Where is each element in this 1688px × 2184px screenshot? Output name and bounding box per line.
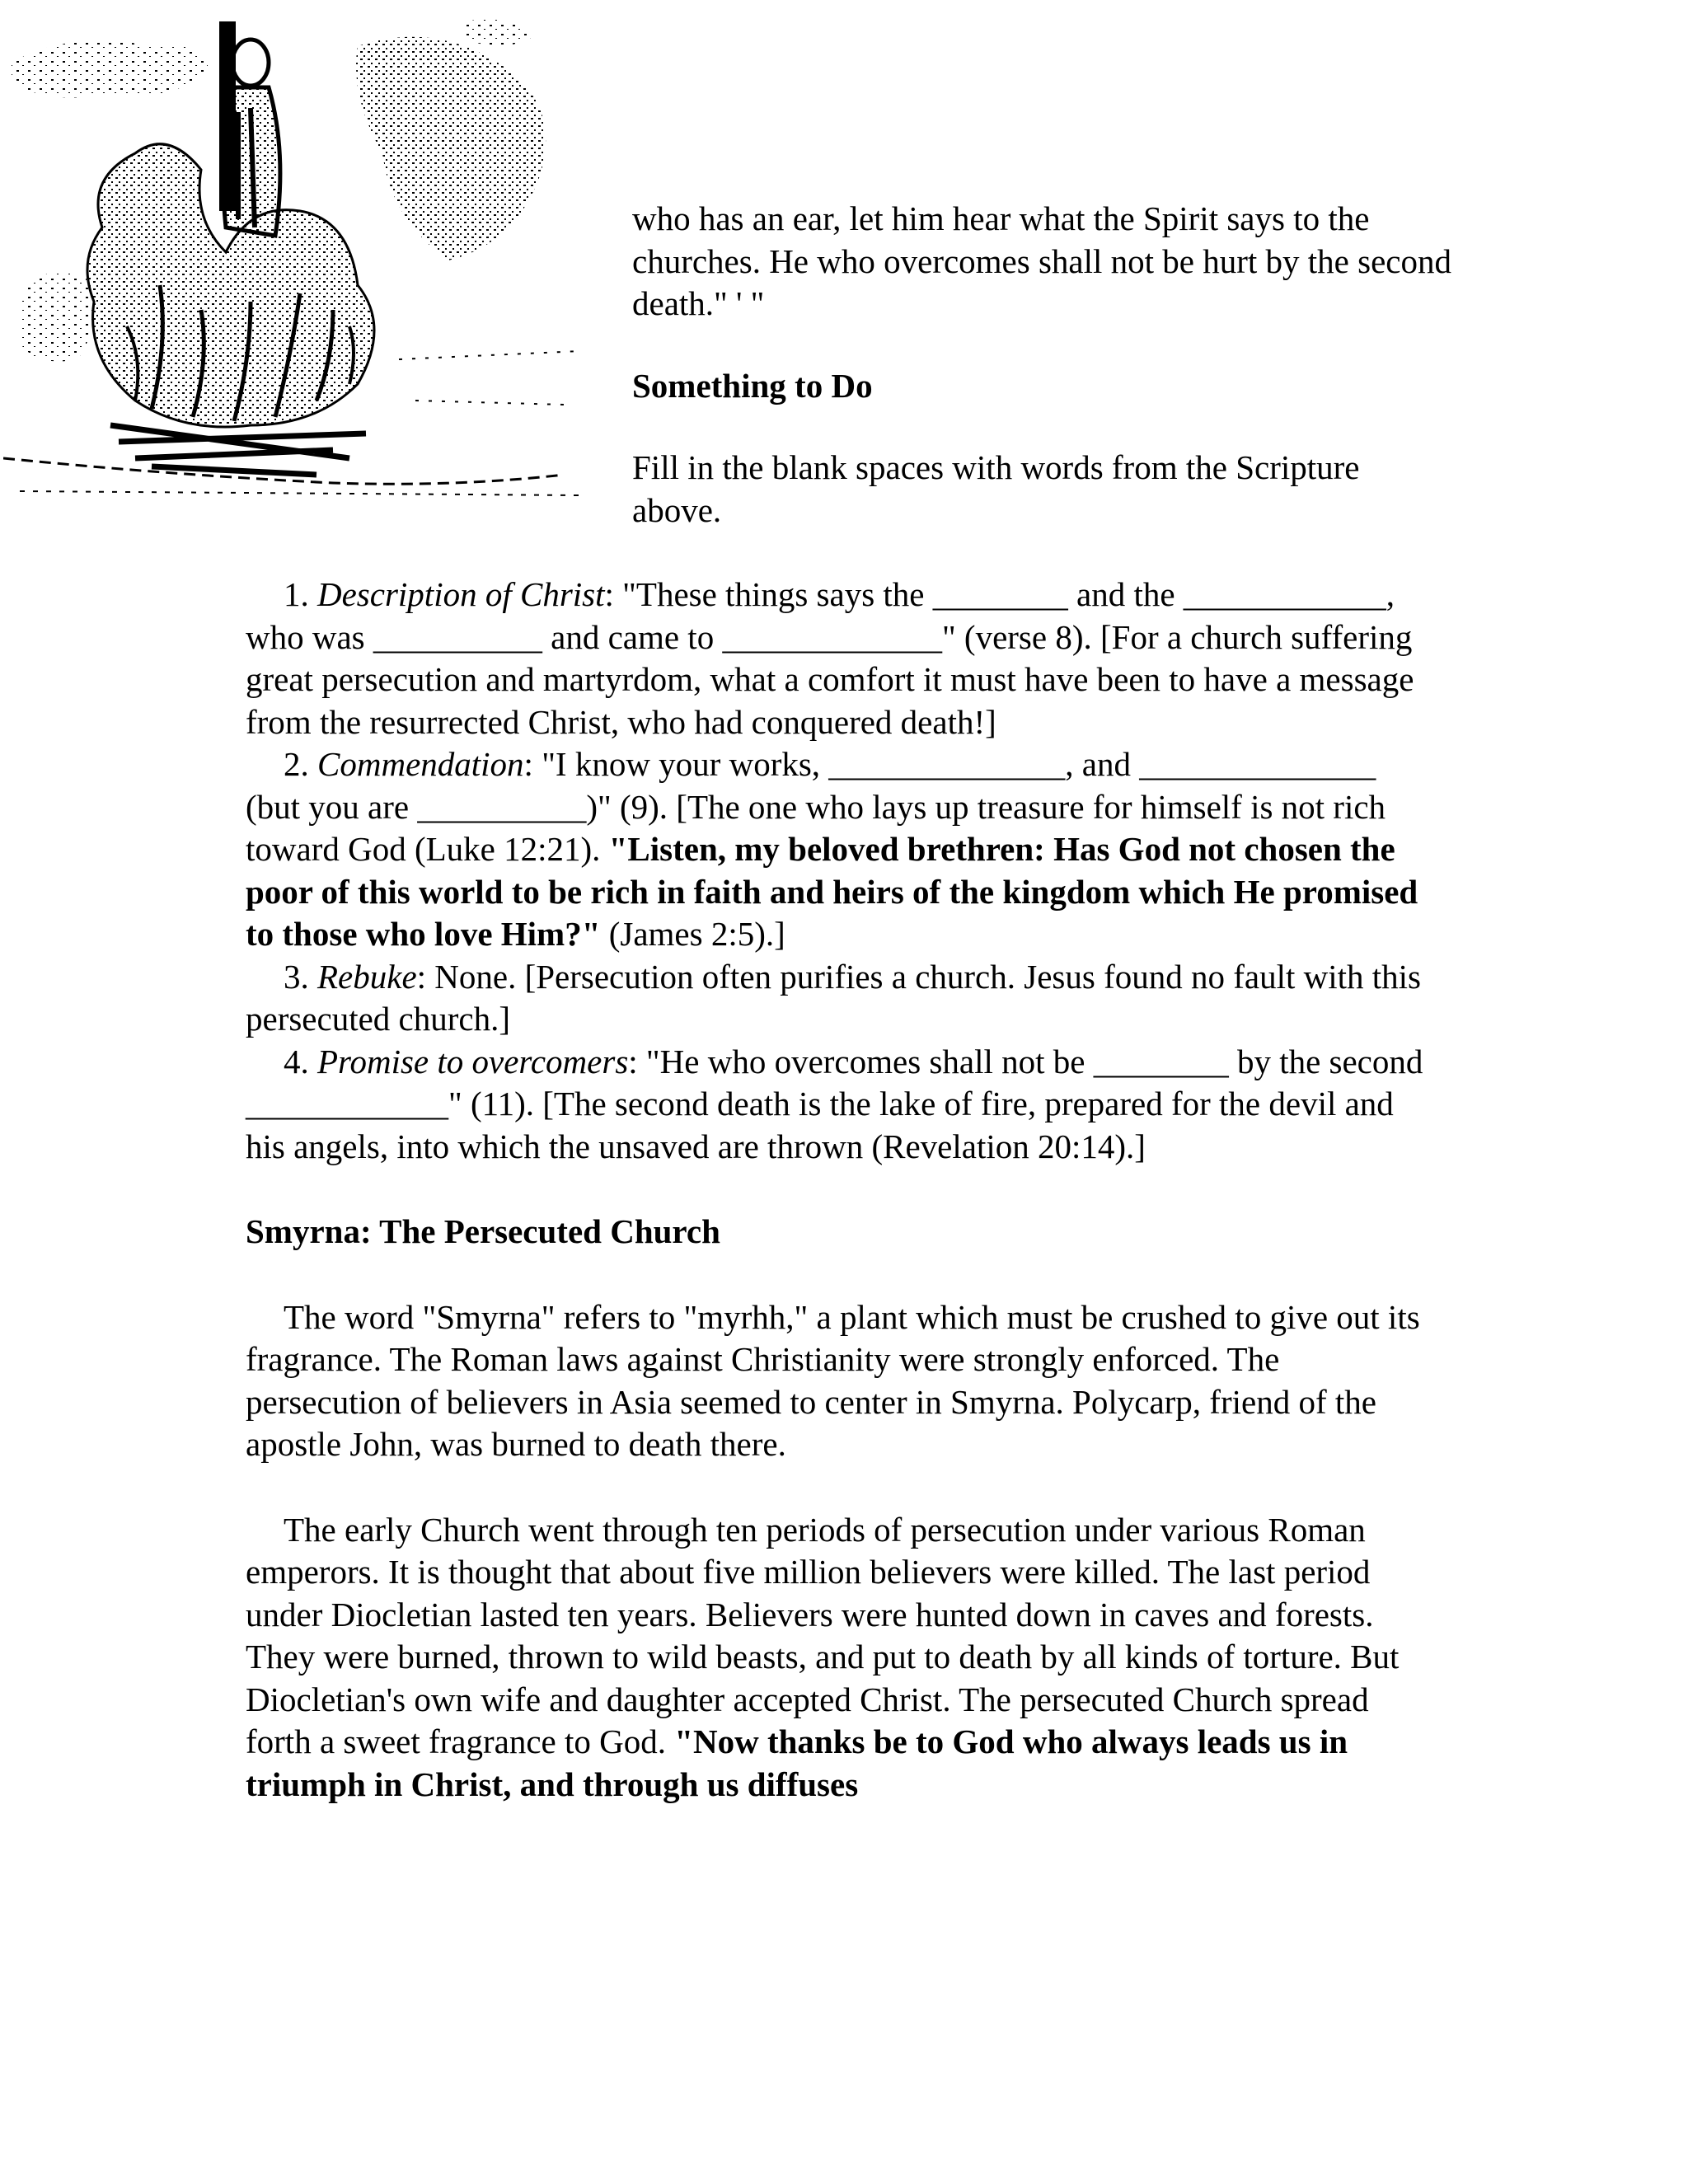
paragraph-text: The early Church went through ten periods of persecution under various Roman emperors. It is thought that about five million believers were killed. The last period under Diocletian lasted ten years. Believers were hunted down in caves and forests. They were burned, thrown to wild beasts, and put to death by all kinds of torture. But Diocletian's own wife and daughter accepted Christ. The persecuted Church spread forth a sweet fragrance to God. bbox=[246, 1510, 1400, 1760]
item-number: 1. bbox=[284, 575, 309, 613]
question-item-1 bbox=[246, 574, 1432, 743]
paragraph-persecution bbox=[246, 1509, 1432, 1807]
item-number: 2. bbox=[284, 745, 309, 783]
section-heading: Smyrna: The Persecuted Church bbox=[246, 1212, 720, 1250]
question-item-2 bbox=[246, 743, 1432, 956]
martyr-at-stake-illustration bbox=[3, 13, 590, 508]
top-text-block bbox=[632, 198, 1456, 532]
item-label: Description of Christ bbox=[317, 575, 605, 613]
item-label: Rebuke bbox=[317, 957, 417, 996]
question-item-4 bbox=[246, 1041, 1432, 1169]
scripture-continuation: who has an ear, let him hear what the Spirit says to the churches. He who overcomes shall not be hurt by the second death." ' " bbox=[632, 199, 1451, 322]
item-number: 4. bbox=[284, 1042, 309, 1080]
item-label: Promise to overcomers bbox=[317, 1042, 629, 1080]
item-number: 3. bbox=[284, 957, 309, 996]
item-text: : None. [Persecution often purifies a church. Jesus found no fault with this persecuted church.] bbox=[246, 957, 1421, 1038]
item-text: : "He who overcomes shall not be ________ by the second ____________" (11). [The second death is the lake of fire, prepared for the devil and his angels, into which the unsaved are thrown (Revelation 20:14).] bbox=[246, 1042, 1423, 1165]
item-text: : "I know your works, ______________, and ______________ (but you are __________)" (9). [The one who lays up treasure for himself is not rich toward God (Luke 12:21). bbox=[246, 745, 1386, 868]
item-bold-quote: "Listen, my beloved brethren: Has God not chosen the poor of this world to be rich in faith and heirs of the kingdom which He promised to those who love Him?" bbox=[246, 830, 1418, 953]
paragraph-bold-quote: "Now thanks be to God who always leads us in triumph in Christ, and through us diffuses bbox=[246, 1722, 1348, 1803]
item-label: Commendation bbox=[317, 745, 524, 783]
question-item-3 bbox=[246, 956, 1432, 1041]
main-content bbox=[246, 574, 1432, 1806]
item-text: : "These things says the ________ and the ____________, who was __________ and came to _____________" (verse 8). [For a church suffering great persecution and martyrdom, what a comfort it must have been to have a message from the resurrected Christ, who had conquered death!] bbox=[246, 575, 1414, 741]
item-tail: (James 2:5).] bbox=[600, 915, 785, 953]
paragraph-smyrna-meaning: The word "Smyrna" refers to "myrhh," a plant which must be crushed to give out its fragrance. The Roman laws against Christianity were strongly enforced. The persecution of believers in Asia seemed to center in Smyrna. Polycarp, friend of the apostle John, was burned to death there. bbox=[246, 1297, 1420, 1463]
something-to-do-heading: Something to Do bbox=[632, 366, 873, 405]
instruction-text: Fill in the blank spaces with words from the Scripture above. bbox=[632, 448, 1360, 529]
